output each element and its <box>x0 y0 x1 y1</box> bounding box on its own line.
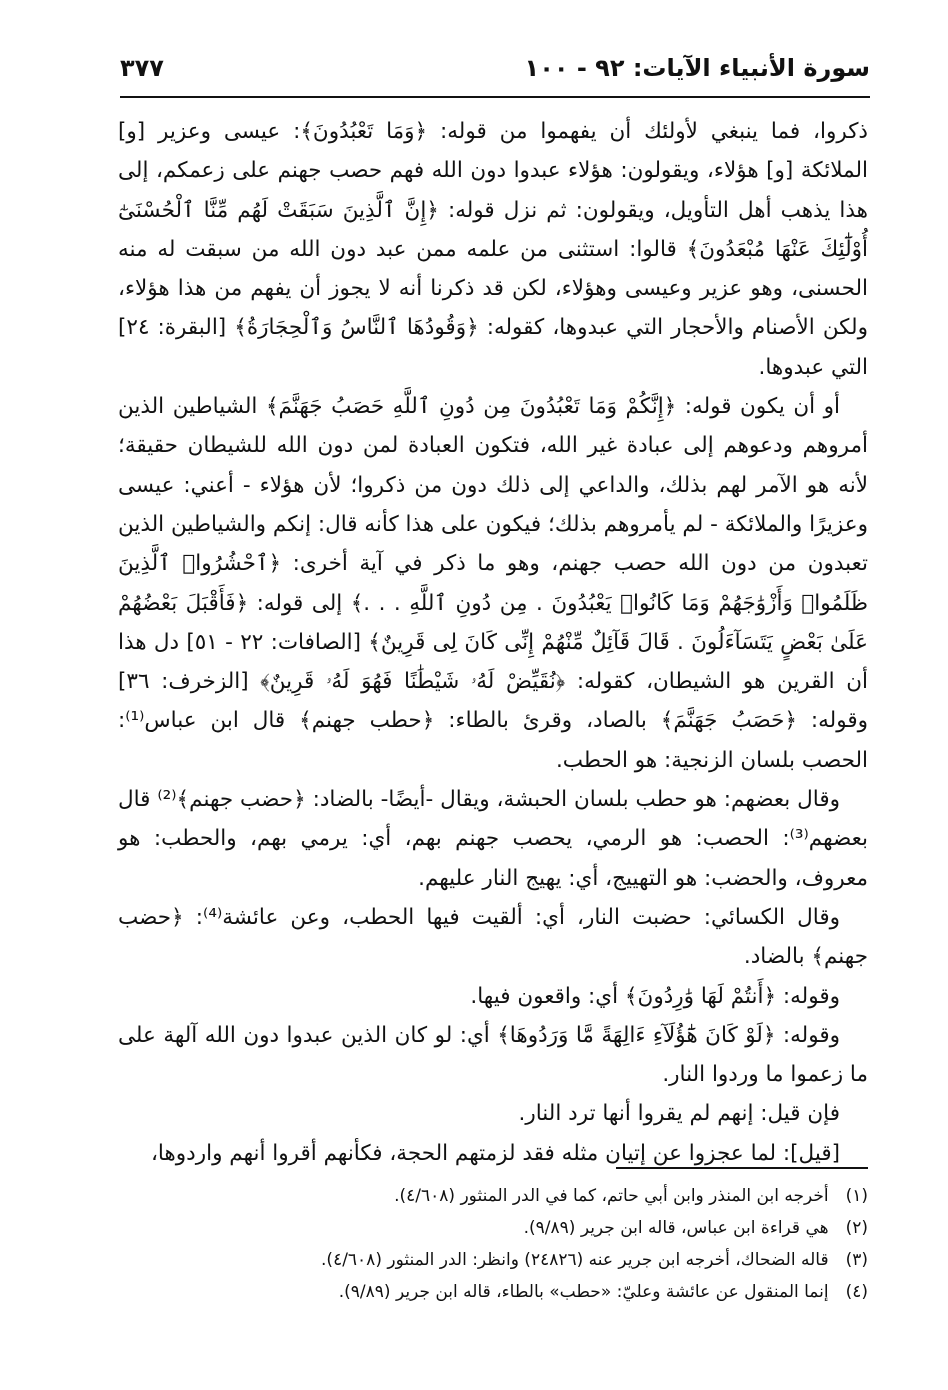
page-number: ٣٧٧ <box>120 54 164 82</box>
paragraph: وقوله: ﴿أَنتُمْ لَهَا وَٰرِدُونَ﴾ أي: واقعون فيها. <box>470 983 840 1009</box>
footnote-text: أخرجه ابن المنذر وابن أبي حاتم، كما في الدر المنثور (٤/٦٠٨). <box>394 1186 829 1206</box>
paragraph: فإن قيل: إنهم لم يقروا أنها ترد النار. <box>518 1101 840 1127</box>
footnotes <box>130 1180 868 1308</box>
paragraph: ذكروا، فما ينبغي لأولئك أن يفهموا من قوله: ﴿وَمَا تَعْبُدُونَ﴾: عيسى وعزير [و] الملائكة [و] هؤلاء، ويقولون: هؤلاء عبدوا دون الله فهم حصب جهنم على زعمكم، إلى هذا يذهب أهل التأويل، ويقولون: ثم نزل قوله: ﴿إِنَّ ٱلَّذِينَ سَبَقَتْ لَهُم مِّنَّا ٱلْحُسْنَىٰٓ أُوْلَٰٓئِكَ عَنْهَا مُبْعَدُونَ﴾ قالوا: استثنى من علمه ممن عبد دون الله من سبقت له منه الحسنى، وهو عزير وعيسى وهؤلاء، لكن قد ذكرنا أنه لا يجوز أن يفهم من هذا هؤلاء، ولكن الأصنام والأحجار التي عبدوها، كقوله: ﴿وَقُودُهَا ٱلنَّاسُ وَٱلْحِجَارَةُ﴾ [البقرة: ٢٤] التي عبدوها. <box>118 119 868 380</box>
paragraph: [قيل]: لما عجزوا عن إتيان مثله فقد لزمتهم الحجة، فكأنهم أقروا أنهم واردوها، <box>150 1140 840 1166</box>
footnote <box>130 1212 868 1244</box>
footnote-number: (٣) <box>845 1250 868 1270</box>
footnote-text: قاله الضحاك، أخرجه ابن جرير عنه (٢٤٨٢٦) وانظر: الدر المنثور (٤/٦٠٨). <box>321 1250 829 1270</box>
main-text <box>118 112 868 1173</box>
footnote <box>130 1244 868 1276</box>
paragraph: أو أن يكون قوله: ﴿إِنَّكُمْ وَمَا تَعْبُدُونَ مِن دُونِ ٱللَّهِ حَصَبُ جَهَنَّمَ﴾ الشياطين الذين أمروهم ودعوهم إلى عبادة غير الله، فتكون العبادة لمن دون الله للشيطان حقيقة؛ لأنه هو الآمر لهم بذلك، والداعي إلى ذلك دون من ذكروا؛ لأن هؤلاء - أعني: عيسى وعزيرًا والملائكة - لم يأمروهم بذلك؛ فيكون على هذا كأنه قال: إنكم والشياطين الذين تعبدون من دون الله حصب جهنم، وهو ما ذكر في آية أخرى: ﴿ٱحْشُرُوا۟ ٱلَّذِينَ ظَلَمُوا۟ وَأَزْوَٰجَهُمْ وَمَا كَانُوا۟ يَعْبُدُونَ . مِن دُونِ ٱللَّهِ . . .﴾ إلى قوله: ﴿فَأَقْبَلَ بَعْضُهُمْ عَلَىٰ بَعْضٍ يَتَسَآءَلُونَ . قَالَ قَآئِلٌ مِّنْهُمْ إِنِّى كَانَ لِى قَرِينٌ﴾ [الصافات: ٢٢ - ٥١] دل هذا أن القرين هو الشيطان، كقوله: ﴿نُقَيِّضْ لَهُۥ شَيْطَٰنًا فَهُوَ لَهُۥ قَرِينٌ﴾ [الزخرف: ٣٦] وقوله: ﴿حَصَبُ جَهَنَّمَ﴾ بالصاد، وقرئ بالطاء: ﴿حطب جهنم﴾ قال ابن عباس⁽¹⁾: الحصب بلسان الزنجية: هو الحطب. <box>117 394 868 773</box>
header-title: سورة الأنبياء الآيات: ٩٢ - ١٠٠ <box>524 54 870 82</box>
footnote-number: (٢) <box>845 1218 868 1238</box>
footnote <box>130 1276 868 1308</box>
footnote-text: إنما المنقول عن عائشة وعليّ: «حطب» بالطاء، قاله ابن جرير (٩/٨٩). <box>338 1282 829 1302</box>
footnote-number: (١) <box>845 1186 868 1206</box>
footnote-text: هي قراءة ابن عباس، قاله ابن جرير (٩/٨٩). <box>523 1218 829 1238</box>
paragraph: وقال الكسائي: حضبت النار، أي: ألقيت فيها الحطب، وعن عائشة⁽⁴⁾: ﴿حضب جهنم﴾ بالضاد. <box>118 904 868 970</box>
footnote-separator <box>616 1167 868 1169</box>
footnote-number: (٤) <box>845 1282 868 1302</box>
running-header <box>120 40 870 98</box>
paragraph: وقوله: ﴿لَوْ كَانَ هَٰٓؤُلَآءِ ءَالِهَةً مَّا وَرَدُوهَا﴾ أي: لو كان الذين عبدوا دون الله آلهة على ما زعموا ما وردوا النار. <box>118 1022 868 1088</box>
paragraph: وقال بعضهم: هو حطب بلسان الحبشة، ويقال -أيضًا- بالضاد: ﴿حضب جهنم﴾⁽²⁾ قال بعضهم⁽³⁾: الحصب: هو الرمي، يحصب جهنم بهم، أي: يرمي بهم، والحطب: هو معروف، والحضب: هو التهييج، أي: يهيج النار عليهم. <box>118 787 868 891</box>
footnote <box>130 1180 868 1212</box>
